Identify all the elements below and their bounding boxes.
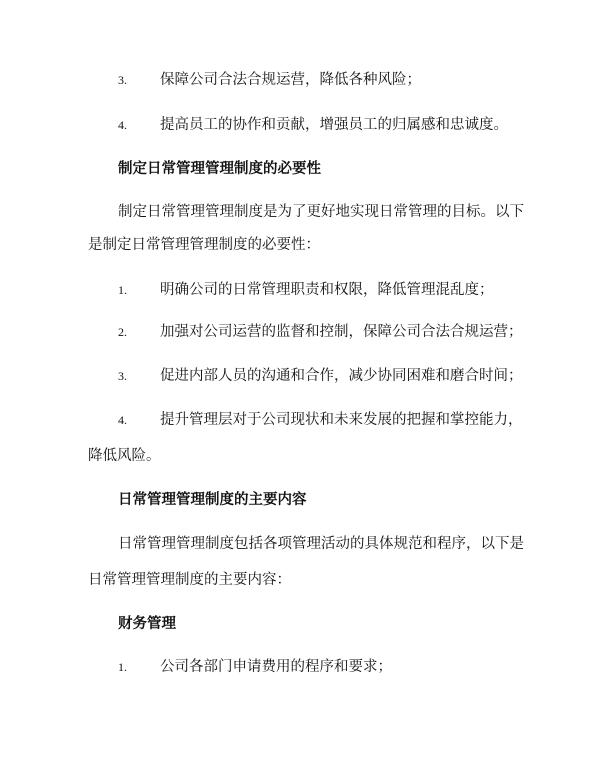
list-item-text: 保障公司合法合规运营，降低各种风险； xyxy=(160,72,421,88)
list-item-number: 2. xyxy=(118,325,127,339)
list-item-number: 3. xyxy=(118,369,127,383)
list-item-number: 4. xyxy=(118,118,127,132)
subsection-heading: 财务管理 xyxy=(118,615,176,632)
list-item-text: 加强对公司运营的监督和控制，保障公司合法合规运营； xyxy=(160,324,523,340)
paragraph-text: 制定日常管理管理制度是为了更好地实现日常管理的目标。以下 xyxy=(118,204,524,220)
list-item-text: 提升管理层对于公司现状和未来发展的把握和掌控能力， xyxy=(160,412,523,428)
list-item-text: 公司各部门申请费用的程序和要求； xyxy=(160,659,392,675)
list-item-number: 3. xyxy=(118,73,127,87)
list-item-text: 明确公司的日常管理职责和权限，降低管理混乱度； xyxy=(160,282,494,298)
list-item-text: 提高员工的协作和贡献，增强员工的归属感和忠诚度。 xyxy=(160,117,508,133)
list-item-text: 促进内部人员的沟通和合作，减少协同困难和磨合时间； xyxy=(160,368,523,384)
paragraph-text: 日常管理管理制度的主要内容： xyxy=(88,572,291,588)
list-item-number: 4. xyxy=(118,413,127,427)
list-item-number: 1. xyxy=(118,660,127,674)
paragraph-text: 日常管理管理制度包括各项管理活动的具体规范和程序，以下是 xyxy=(118,536,524,552)
paragraph-text: 是制定日常管理管理制度的必要性： xyxy=(88,237,320,253)
list-item-text: 降低风险。 xyxy=(88,448,161,464)
list-item-number: 1. xyxy=(118,283,127,297)
section-heading: 制定日常管理管理制度的必要性 xyxy=(118,160,321,177)
section-heading: 日常管理管理制度的主要内容 xyxy=(118,491,307,508)
